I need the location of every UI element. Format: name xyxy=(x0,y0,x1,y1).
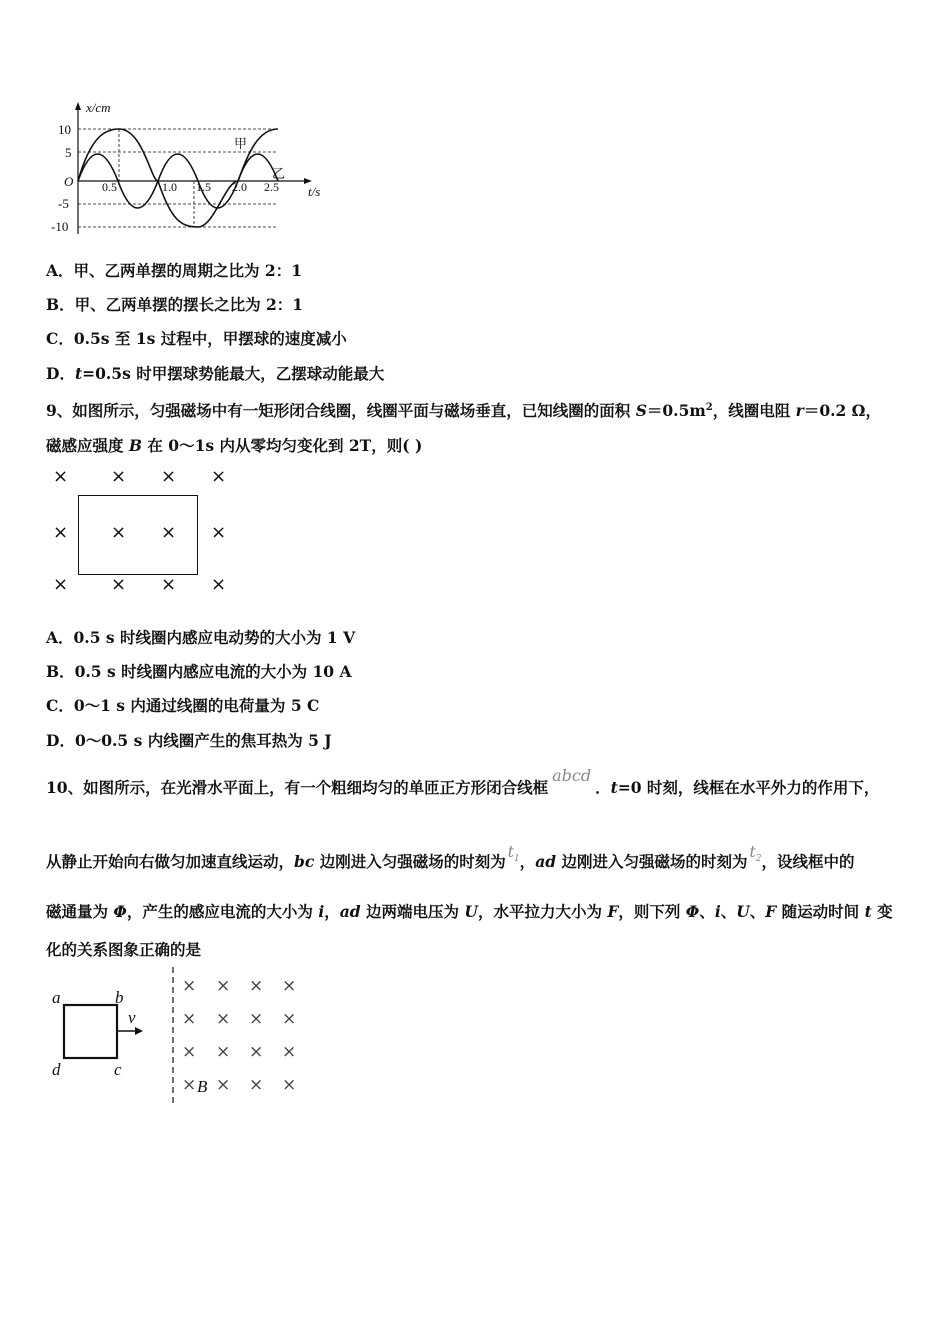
q10-stem-line3 xyxy=(46,902,893,922)
var-ad: ad xyxy=(339,902,361,921)
text: ，产生的感应电流的大小为 xyxy=(126,902,319,921)
cross-icon: × xyxy=(53,574,69,595)
var-B: B xyxy=(128,436,143,455)
y-tick: -10 xyxy=(51,219,69,234)
q8-option-b: B．甲、乙两单摆的摆长之比为 2：1 xyxy=(46,295,304,314)
text: 、 xyxy=(720,902,737,921)
text: =0.5s 时甲摆球势能最大，乙摆球动能最大 xyxy=(82,364,385,383)
x-axis-label: t/s xyxy=(308,184,321,199)
q10-stem-line4: 化的关系图象正确的是 xyxy=(46,940,202,959)
cross-icon: × xyxy=(182,1009,197,1029)
x-tick: 1.0 xyxy=(162,180,177,194)
cross-icon: × xyxy=(182,1042,197,1062)
cross-icon: × xyxy=(282,976,297,996)
text: ，则下列 xyxy=(618,902,686,921)
cross-icon: × xyxy=(111,574,127,595)
text: ，水平拉力大小为 xyxy=(477,902,608,921)
text: 磁感应强度 xyxy=(46,436,129,455)
text: 从静止开始向右做匀加速直线运动， xyxy=(46,852,295,871)
text: 边刚进入匀强磁场的时刻为 xyxy=(556,852,748,871)
cross-icon: × xyxy=(249,1042,264,1062)
text: D． xyxy=(46,364,75,383)
superscript: 2 xyxy=(705,402,713,413)
q9-figure xyxy=(46,462,246,602)
cross-icon: × xyxy=(161,574,177,595)
cross-icon: × xyxy=(249,976,264,996)
cross-icon: × xyxy=(282,1009,297,1029)
var-U: U xyxy=(464,902,478,921)
var-F: F xyxy=(765,902,777,921)
field-label-B: B xyxy=(197,1077,208,1096)
cross-icon: × xyxy=(211,574,227,595)
cross-icon: × xyxy=(216,1009,231,1029)
cross-icon: × xyxy=(282,1042,297,1062)
oscillation-graph xyxy=(46,100,336,240)
q10-figure xyxy=(46,965,316,1105)
var-S: S xyxy=(635,401,647,421)
cross-icon: × xyxy=(249,1075,264,1095)
var-i: i xyxy=(318,902,325,921)
x-tick: 0.5 xyxy=(102,180,117,194)
cross-icon: × xyxy=(53,522,69,543)
cross-icon: × xyxy=(249,1009,264,1029)
y-axis-label: x/cm xyxy=(86,100,111,115)
origin-label: O xyxy=(64,174,74,189)
cross-icon: × xyxy=(216,976,231,996)
vertex-b: b xyxy=(115,988,124,1007)
q8-option-a: A．甲、乙两单摆的周期之比为 2：1 xyxy=(46,261,302,280)
var-bc: bc xyxy=(294,852,315,871)
x-tick: 2.0 xyxy=(232,180,247,194)
var-t: t xyxy=(74,364,83,383)
curve-jia-label: 甲 xyxy=(234,136,248,151)
text: 随运动时间 xyxy=(776,902,865,921)
q9-option-b: B．0.5 s 时线圈内感应电流的大小为 10 A xyxy=(46,662,352,681)
cross-icon: × xyxy=(161,522,177,543)
curve-jia xyxy=(78,129,278,227)
text: 10、如图所示，在光滑水平面上，有一个粗细均匀的单匝正方形闭合线框 xyxy=(46,778,549,797)
text: 9、如图所示，匀强磁场中有一矩形闭合线圈，线圈平面与磁场垂直，已知线圈的面积 xyxy=(46,401,636,421)
text: ＝0.5m xyxy=(646,401,706,421)
curve-yi-label: 乙 xyxy=(272,166,286,181)
text: 变 xyxy=(871,902,893,921)
text: ＝0.2 Ω， xyxy=(803,401,881,421)
q9-stem-line1 xyxy=(46,398,881,421)
q9-stem-line2 xyxy=(46,436,422,456)
text: ， xyxy=(324,902,340,921)
y-tick: 10 xyxy=(58,122,71,137)
var-i: i xyxy=(714,902,721,921)
var-U: U xyxy=(736,902,750,921)
vertex-c: c xyxy=(114,1060,122,1079)
vertex-a: a xyxy=(52,988,61,1007)
text: 在 0～1s 内从零均匀变化到 2T，则( ) xyxy=(142,436,423,455)
subscript: 2 xyxy=(755,854,762,865)
q9-option-c: C．0～1 s 内通过线圈的电荷量为 5 C xyxy=(46,696,320,715)
text: 、 xyxy=(699,902,715,921)
text: 磁通量为 xyxy=(46,902,114,921)
q9-option-d: D．0～0.5 s 内线圈产生的焦耳热为 5 J xyxy=(46,731,332,750)
var-r: r xyxy=(795,401,804,421)
subscript: 1 xyxy=(513,854,520,865)
cross-icon: × xyxy=(53,466,69,487)
cross-icon: × xyxy=(161,466,177,487)
vertex-d: d xyxy=(52,1060,61,1079)
q10-stem-line1 xyxy=(46,766,880,798)
square-loop xyxy=(64,1005,117,1058)
text: =0 时刻，线框在水平外力的作用下， xyxy=(617,778,880,797)
cross-icon: × xyxy=(282,1075,297,1095)
text: 、 xyxy=(749,902,766,921)
var-t: t xyxy=(610,778,618,797)
var-t1 xyxy=(507,843,520,865)
t-symbol: t xyxy=(749,843,756,861)
var-phi: Φ xyxy=(685,902,700,921)
var-t: t xyxy=(864,902,872,921)
cross-icon: × xyxy=(211,522,227,543)
cross-icon: × xyxy=(216,1042,231,1062)
var-phi: Φ xyxy=(113,902,127,921)
y-tick: -5 xyxy=(58,196,69,211)
var-ad: ad xyxy=(535,852,557,871)
cross-icon: × xyxy=(111,466,127,487)
velocity-label: v xyxy=(128,1008,136,1027)
x-tick: 2.5 xyxy=(264,180,279,194)
q8-option-d xyxy=(46,364,384,384)
cross-icon: × xyxy=(216,1075,231,1095)
text: ，设线框中的 xyxy=(761,852,855,871)
cross-icon: × xyxy=(111,522,127,543)
y-tick: 5 xyxy=(65,145,72,160)
text: 边刚进入匀强磁场的时刻为 xyxy=(314,852,506,871)
cross-icon: × xyxy=(182,976,197,996)
var-F: F xyxy=(607,902,619,921)
cross-icon: × xyxy=(182,1075,197,1095)
text: ， xyxy=(519,852,536,871)
coil-rectangle xyxy=(78,495,198,575)
x-tick: 1.5 xyxy=(196,180,211,194)
text: 边两端电压为 xyxy=(360,902,465,921)
cross-icon: × xyxy=(211,466,227,487)
text: ． xyxy=(595,778,611,797)
q10-stem-line2 xyxy=(46,843,855,879)
velocity-arrowhead xyxy=(135,1027,143,1035)
q9-option-a: A．0.5 s 时线圈内感应电动势的大小为 1 V xyxy=(46,628,356,647)
var-abcd: abcd xyxy=(552,766,592,785)
var-t2 xyxy=(749,843,762,865)
text: ，线圈电阻 xyxy=(712,401,796,421)
q8-option-c: C．0.5s 至 1s 过程中，甲摆球的速度减小 xyxy=(46,329,347,348)
t-symbol: t xyxy=(507,843,514,861)
